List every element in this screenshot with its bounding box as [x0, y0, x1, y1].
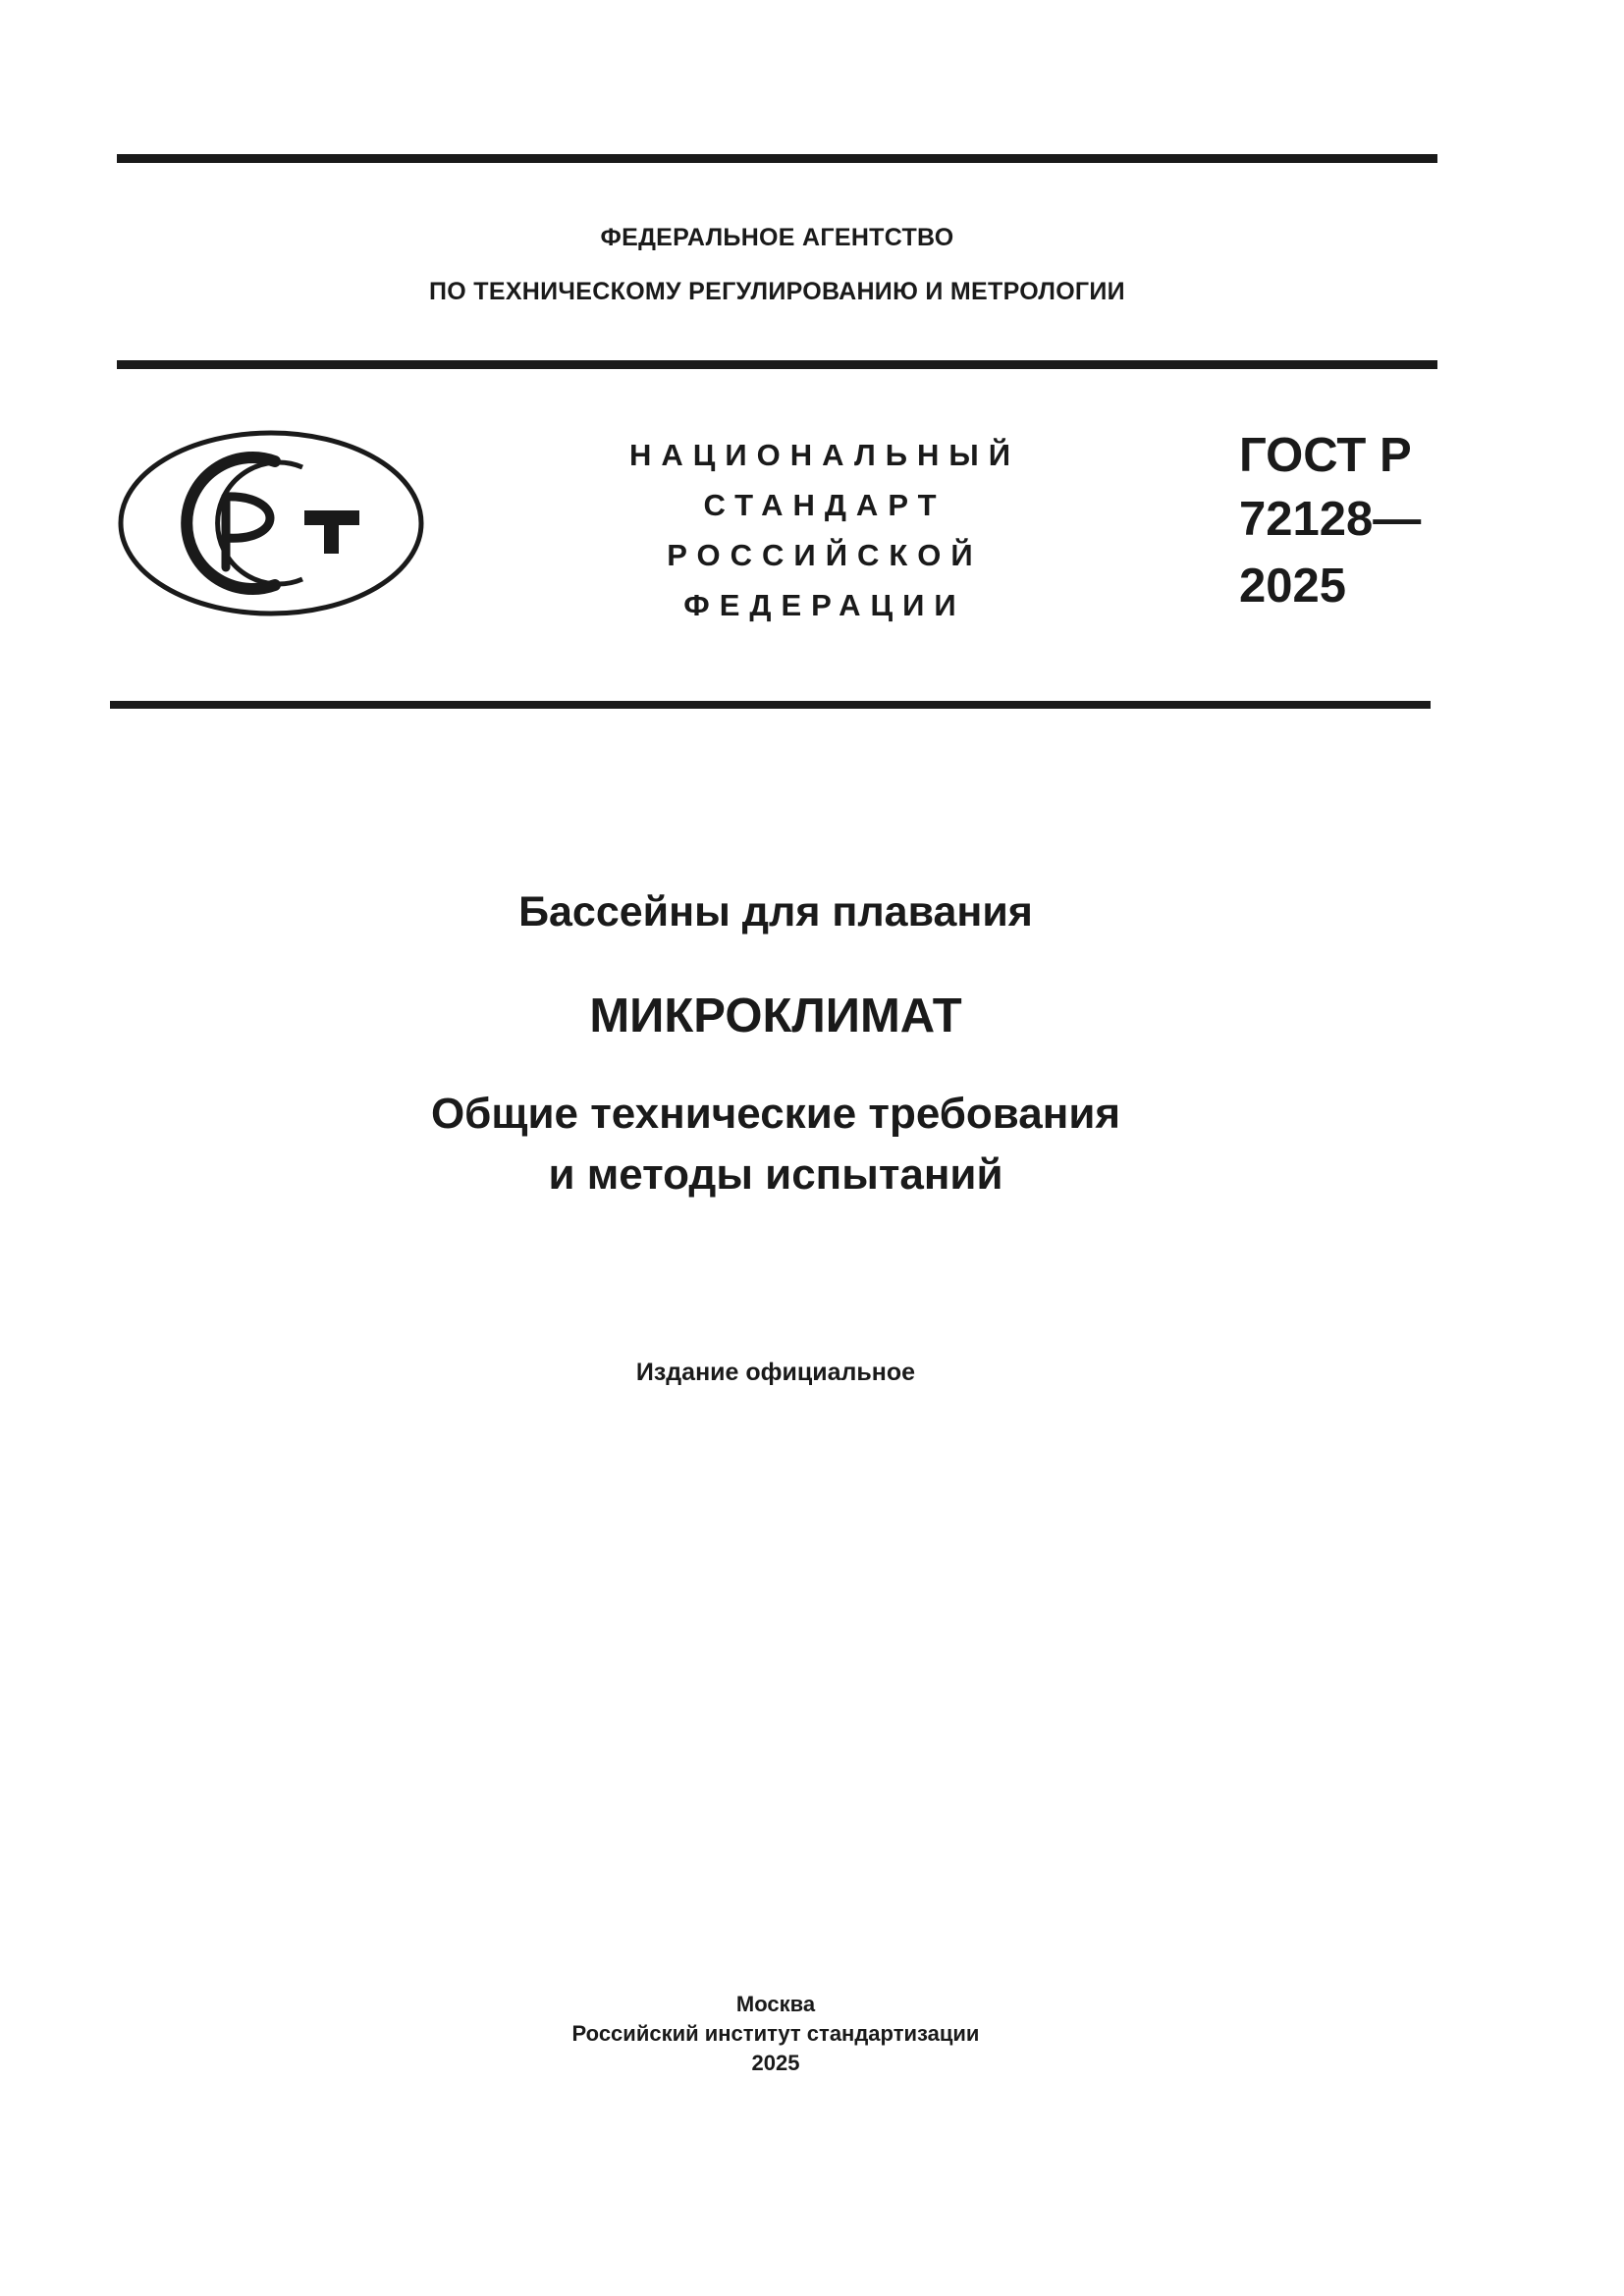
imprint-year: 2025 [751, 2051, 800, 2075]
designation-line-1: ГОСТ Р [1239, 429, 1412, 482]
designation-line-3: 2025 [1239, 560, 1347, 613]
title-line-3: Общие технические требования [430, 1090, 1121, 1138]
agency-line-2: ПО ТЕХНИЧЕСКОМУ РЕГУЛИРОВАНИЮ И МЕТРОЛОГИИ [429, 278, 1125, 305]
header-rule [117, 360, 1437, 369]
top-rule [117, 154, 1437, 163]
edition-label: Издание официальное [635, 1359, 916, 1386]
title-line-1: Бассейны для плавания [518, 888, 1033, 935]
standard-type-line-2: СТАНДАРТ [703, 488, 947, 522]
standard-type-line-4: ФЕДЕРАЦИИ [683, 588, 966, 622]
standard-type-line-3: РОССИЙСКОЙ [667, 538, 983, 572]
title-line-2: МИКРОКЛИМАТ [589, 989, 962, 1042]
imprint-city: Москва [735, 1992, 816, 2016]
title-line-4: и методы испытаний [548, 1150, 1003, 1199]
imprint-publisher: Российский институт стандартизации [571, 2021, 980, 2046]
designation-line-2: 72128— [1239, 493, 1422, 546]
bottom-rule [110, 701, 1431, 709]
agency-line-1: ФЕДЕРАЛЬНОЕ АГЕНТСТВО [600, 224, 954, 251]
gost-r-logo-icon [116, 428, 430, 624]
standard-type-line-1: НАЦИОНАЛЬНЫЙ [628, 438, 1021, 472]
